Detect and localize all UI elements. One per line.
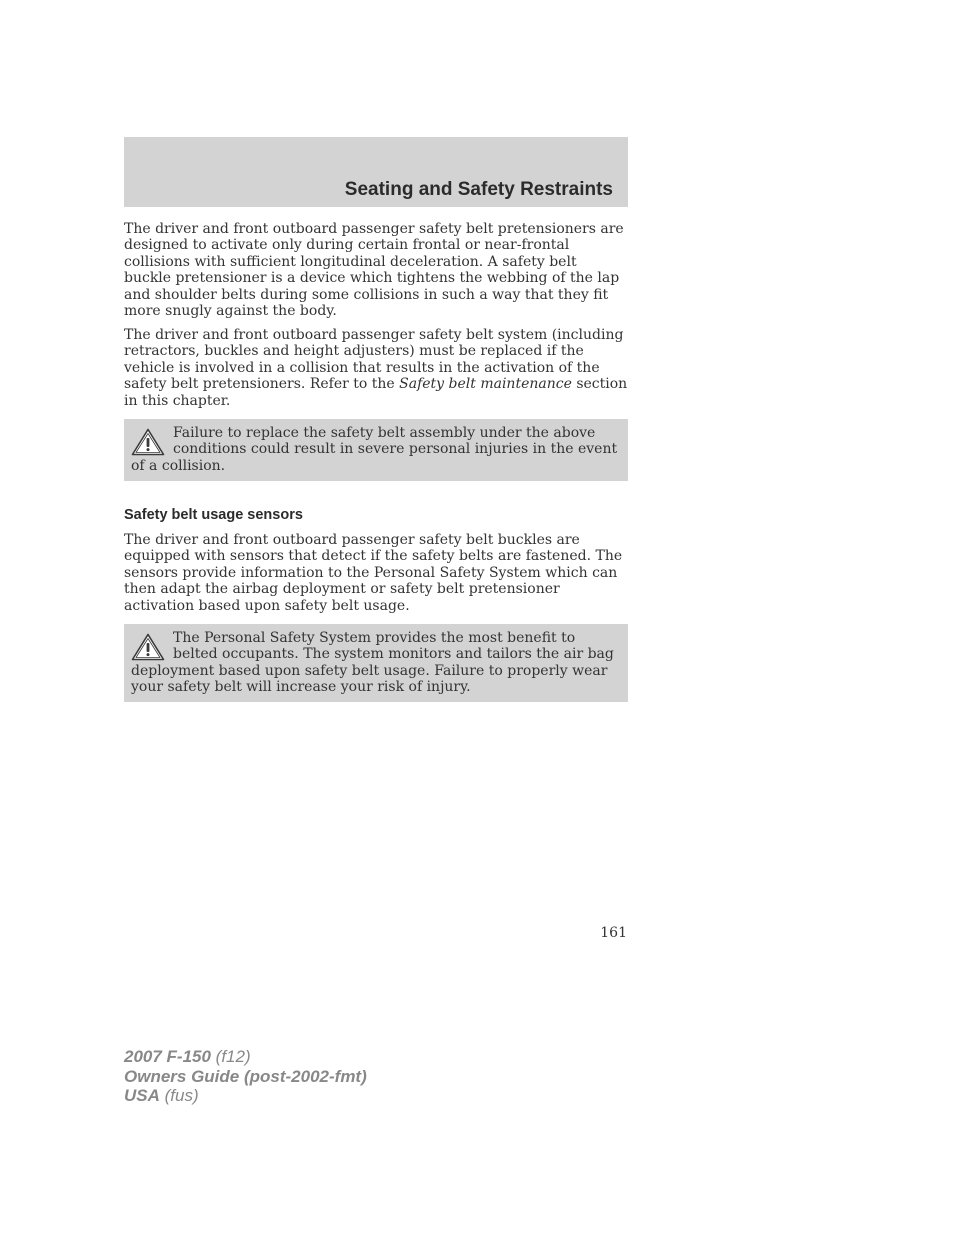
footer-market: USA xyxy=(124,1086,160,1105)
footer-guide: Owners Guide (post-2002-fmt) xyxy=(124,1066,367,1086)
cross-reference-link: Safety belt maintenance xyxy=(399,376,572,393)
footer-market-code: (fus) xyxy=(159,1086,199,1105)
paragraph-replacement-text: The driver and front outboard passenger safety belt system (including retractors, buckles and height adjusters) must be replaced if the vehicle is involved in a collision that results in the activation of the safety belt pretensioners. Refer to the xyxy=(124,327,624,393)
section-header-band xyxy=(124,137,628,207)
footer-model: 2007 F-150 xyxy=(124,1047,211,1066)
page-number: 161 xyxy=(600,925,627,941)
footer-model-code: (f12) xyxy=(210,1047,251,1066)
subheading-usage-sensors: Safety belt usage sensors xyxy=(124,507,303,523)
paragraph-usage-sensors: The driver and front outboard passenger safety belt buckles are equipped with sensors that detect if the safety belts are fastened. The sensors provide information to the Personal Safety System which can then adapt the airbag deployment or safety belt pretensioner activation based upon safety belt usage. xyxy=(124,532,623,614)
warning-box-replacement xyxy=(124,419,628,481)
paragraph-replacement xyxy=(124,327,628,409)
warning-triangle-icon xyxy=(131,633,165,661)
paragraph-replacement-tail: section in this chapter. xyxy=(124,376,628,409)
warning-text-personal-safety: The Personal Safety System provides the most benefit to belted occupants. The system monitors and tailors the air bag deployment based upon safety belt usage. Failure to properly wear your safety belt will increase your risk of injury. xyxy=(131,630,614,696)
footer-line-model xyxy=(124,1047,367,1067)
document-footer xyxy=(124,1047,367,1106)
paragraph-pretensioners: The driver and front outboard passenger safety belt pretensioners are designed to activate only during certain frontal or near-frontal collisions with sufficient longitudinal deceleration. A safety belt buckle pretensioner is a device which tightens the webbing of the lap and shoulder belts during some collisions in such a way that they fit more snugly against the body. xyxy=(124,221,624,320)
warning-triangle-icon xyxy=(131,428,165,456)
footer-line-market xyxy=(124,1086,367,1106)
warning-text-replacement: Failure to replace the safety belt assembly under the above conditions could result in severe personal injuries in the event of a collision. xyxy=(131,425,618,474)
section-title: Seating and Safety Restraints xyxy=(344,179,613,200)
warning-box-personal-safety xyxy=(124,624,628,702)
footer-line-guide xyxy=(124,1067,367,1087)
